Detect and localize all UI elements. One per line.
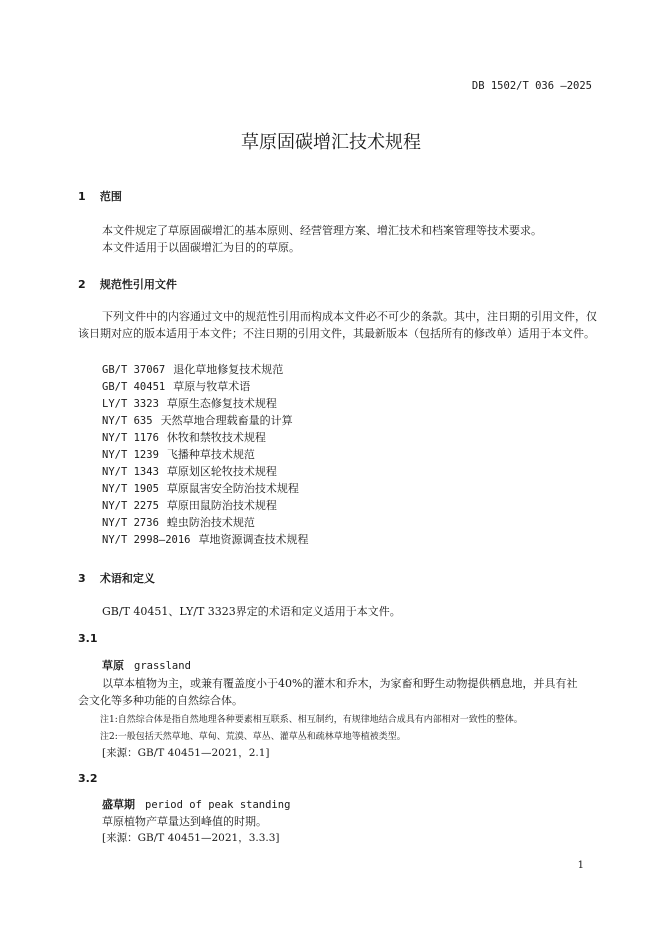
reference-code: NY/T 1239 — [102, 449, 159, 461]
section-title: 范围 — [99, 190, 122, 203]
reference-item — [102, 412, 293, 428]
definition-line: 会文化等多种功能的自然综合体。 — [78, 694, 243, 707]
reference-item — [102, 446, 255, 462]
reference-title: 草原田鼠防治技术规程 — [166, 499, 277, 512]
note-2: 注2:一般包括天然草地、草甸、荒漠、草丛、灌草丛和疏林草地等植被类型。 — [100, 732, 406, 742]
reference-code: NY/T 1176 — [102, 432, 159, 444]
reference-code: NY/T 1343 — [102, 466, 159, 478]
section-3-heading — [78, 570, 155, 586]
reference-item — [102, 361, 283, 377]
reference-title: 草原与牧草术语 — [173, 380, 251, 393]
reference-item — [102, 395, 277, 411]
section-2-heading — [78, 276, 177, 292]
term-english: period of peak standing — [145, 799, 291, 811]
normative-references-intro: 下列文件中的内容通过文中的规范性引用而构成本文件必不可少的条款。其中，注日期的引用文件，仅该日期对应的版本适用于本文件；不注日期的引用文件，其最新版本（包括所有的修改单）适用于本文件。 — [78, 310, 597, 340]
reference-title: 草原划区轮牧技术规程 — [166, 465, 277, 478]
reference-code: GB/T 37067 — [102, 364, 166, 376]
reference-code: NY/T 1905 — [102, 483, 159, 495]
term-source: [来源：GB/T 40451—2021，2.1] — [102, 747, 270, 759]
document-number: DB 1502/T 036 —2025 — [471, 80, 592, 92]
reference-title: 飞播种草技术规范 — [166, 448, 255, 461]
reference-code: NY/T 635 — [102, 415, 153, 427]
section-number: 1 — [78, 190, 86, 203]
definition-line: 草原植物产草量达到峰值的时期。 — [102, 815, 267, 828]
reference-item — [102, 378, 250, 394]
reference-item — [102, 497, 277, 513]
section-number: 2 — [78, 278, 86, 291]
section-1-heading — [78, 188, 122, 204]
reference-title: 退化草地修复技术规范 — [173, 363, 284, 376]
reference-title: 蝗虫防治技术规范 — [166, 516, 255, 529]
definition-line: 以草本植物为主，或兼有覆盖度小于40%的灌木和乔木，为家畜和野生动物提供栖息地，并具有社 — [102, 677, 578, 690]
reference-title: 草原鼠害安全防治技术规程 — [166, 482, 299, 495]
reference-title: 草原生态修复技术规程 — [166, 397, 277, 410]
page-number: 1 — [577, 860, 584, 871]
reference-item — [102, 429, 266, 445]
term-number: 3.1 — [78, 632, 98, 645]
reference-code: NY/T 2998—2016 — [102, 534, 191, 546]
reference-item — [102, 480, 299, 496]
note-1: 注1:自然综合体是指自然地理各种要素相互联系、相互制约，有规律地结合成具有内部相对一致性的整体。 — [100, 715, 523, 725]
term-chinese: 盛草期 — [102, 798, 135, 811]
section-title: 规范性引用文件 — [99, 278, 177, 291]
term-entry — [102, 796, 290, 812]
reference-item — [102, 514, 255, 530]
term-source: [来源：GB/T 40451—2021，3.3.3] — [102, 832, 280, 844]
section-title: 术语和定义 — [99, 572, 155, 585]
reference-item — [102, 531, 309, 547]
reference-title: 天然草地合理载畜量的计算 — [160, 414, 293, 427]
page-title: 草原固碳增汇技术规程 — [241, 132, 421, 153]
reference-item — [102, 463, 277, 479]
term-number: 3.2 — [78, 772, 98, 785]
paragraph: 本文件规定了草原固碳增汇的基本原则、经营管理方案、增汇技术和档案管理等技术要求。 — [102, 224, 542, 237]
section-number: 3 — [78, 572, 86, 585]
paragraph: GB/T 40451、LY/T 3323界定的术语和定义适用于本文件。 — [102, 605, 401, 618]
reference-title: 休牧和禁牧技术规程 — [166, 431, 266, 444]
reference-code: NY/T 2275 — [102, 500, 159, 512]
term-english: grassland — [134, 660, 191, 672]
term-chinese: 草原 — [102, 659, 124, 672]
reference-code: GB/T 40451 — [102, 381, 166, 393]
term-entry — [102, 657, 191, 673]
paragraph: 本文件适用于以固碳增汇为目的的草原。 — [102, 241, 300, 254]
reference-title: 草地资源调查技术规程 — [198, 533, 309, 546]
reference-code: LY/T 3323 — [102, 398, 159, 410]
reference-code: NY/T 2736 — [102, 517, 159, 529]
